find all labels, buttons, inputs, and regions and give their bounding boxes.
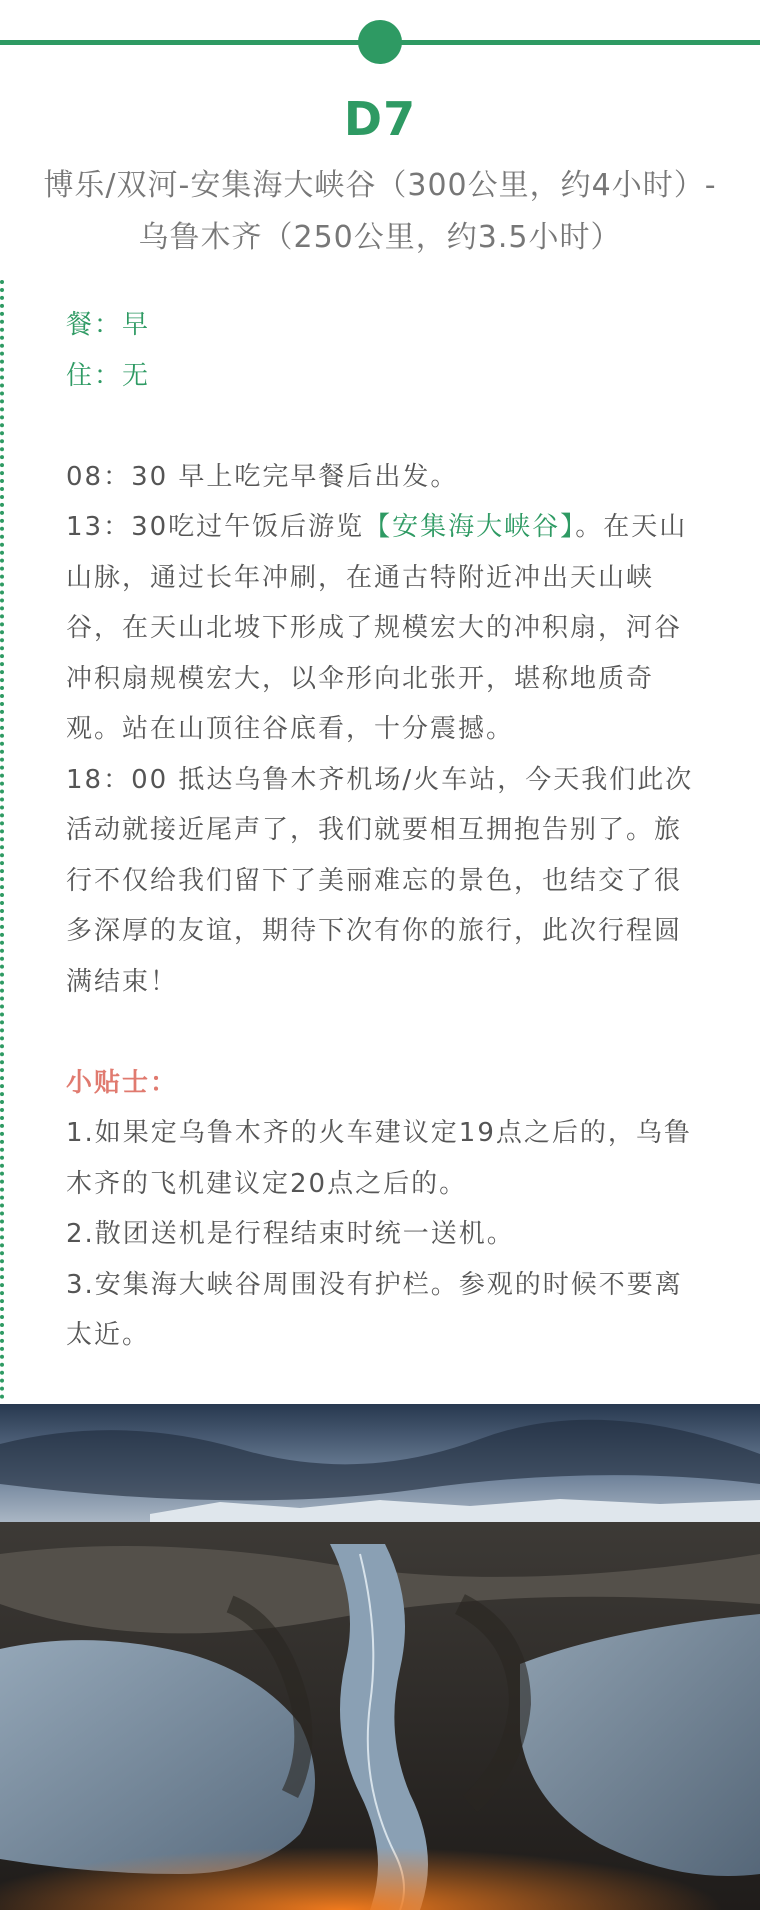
tip-item-2: 2.散团送机是行程结束时统一送机。 (66, 1219, 515, 1249)
tips-title: 小贴士： (66, 1067, 179, 1098)
day-title: D7 (343, 92, 417, 146)
schedule-item-1330-text: 。在天山山脉，通过长年冲刷，在通古特附近冲出天山峡谷，在天山北坡下形成了规模宏大的冲积扇，河谷冲积扇规模宏大，以伞形向北张开，堪称地质奇观。站在山顶往谷底看，十分震撼。 (66, 512, 688, 744)
schedule-item-1330-prefix: 13：30吃过午饭后游览 (66, 512, 365, 542)
tip-item-1: 1.如果定乌鲁木齐的火车建议定19点之后的，乌鲁木齐的飞机建议定20点之后的。 (66, 1118, 692, 1199)
itinerary-content (66, 300, 706, 1361)
schedule-item-0830: 08：30 早上吃完早餐后出发。 (66, 461, 459, 492)
schedule-item-1800: 18：00 抵达乌鲁木齐机场/火车站，今天我们此次活动就接近尾声了，我们就要相互拥抱告别了。旅行不仅给我们留下了美丽难忘的景色，也结交了很多深厚的友谊，期待下次有你的旅行，此次行程圆满结束！ (66, 764, 694, 997)
canyon-landscape-illustration (0, 1404, 760, 1910)
meal-info: 餐：早 (66, 310, 151, 340)
dotted-side-line (0, 280, 4, 1400)
attraction-highlight: 【安集海大峡谷】 (364, 512, 576, 542)
tip-item-3: 3.安集海大峡谷周围没有护栏。参观的时候不要离太近。 (66, 1269, 683, 1350)
stay-info: 住：无 (66, 360, 151, 391)
route-subtitle: 博乐/双河-安集海大峡谷（300公里，约4小时）-乌鲁木齐（250公里，约3.5小时） (43, 168, 717, 255)
header-dot (358, 20, 402, 64)
spacer (66, 401, 706, 452)
canyon-photo (0, 1404, 760, 1910)
spacer (66, 1007, 706, 1058)
schedule-item-1330 (66, 502, 706, 755)
